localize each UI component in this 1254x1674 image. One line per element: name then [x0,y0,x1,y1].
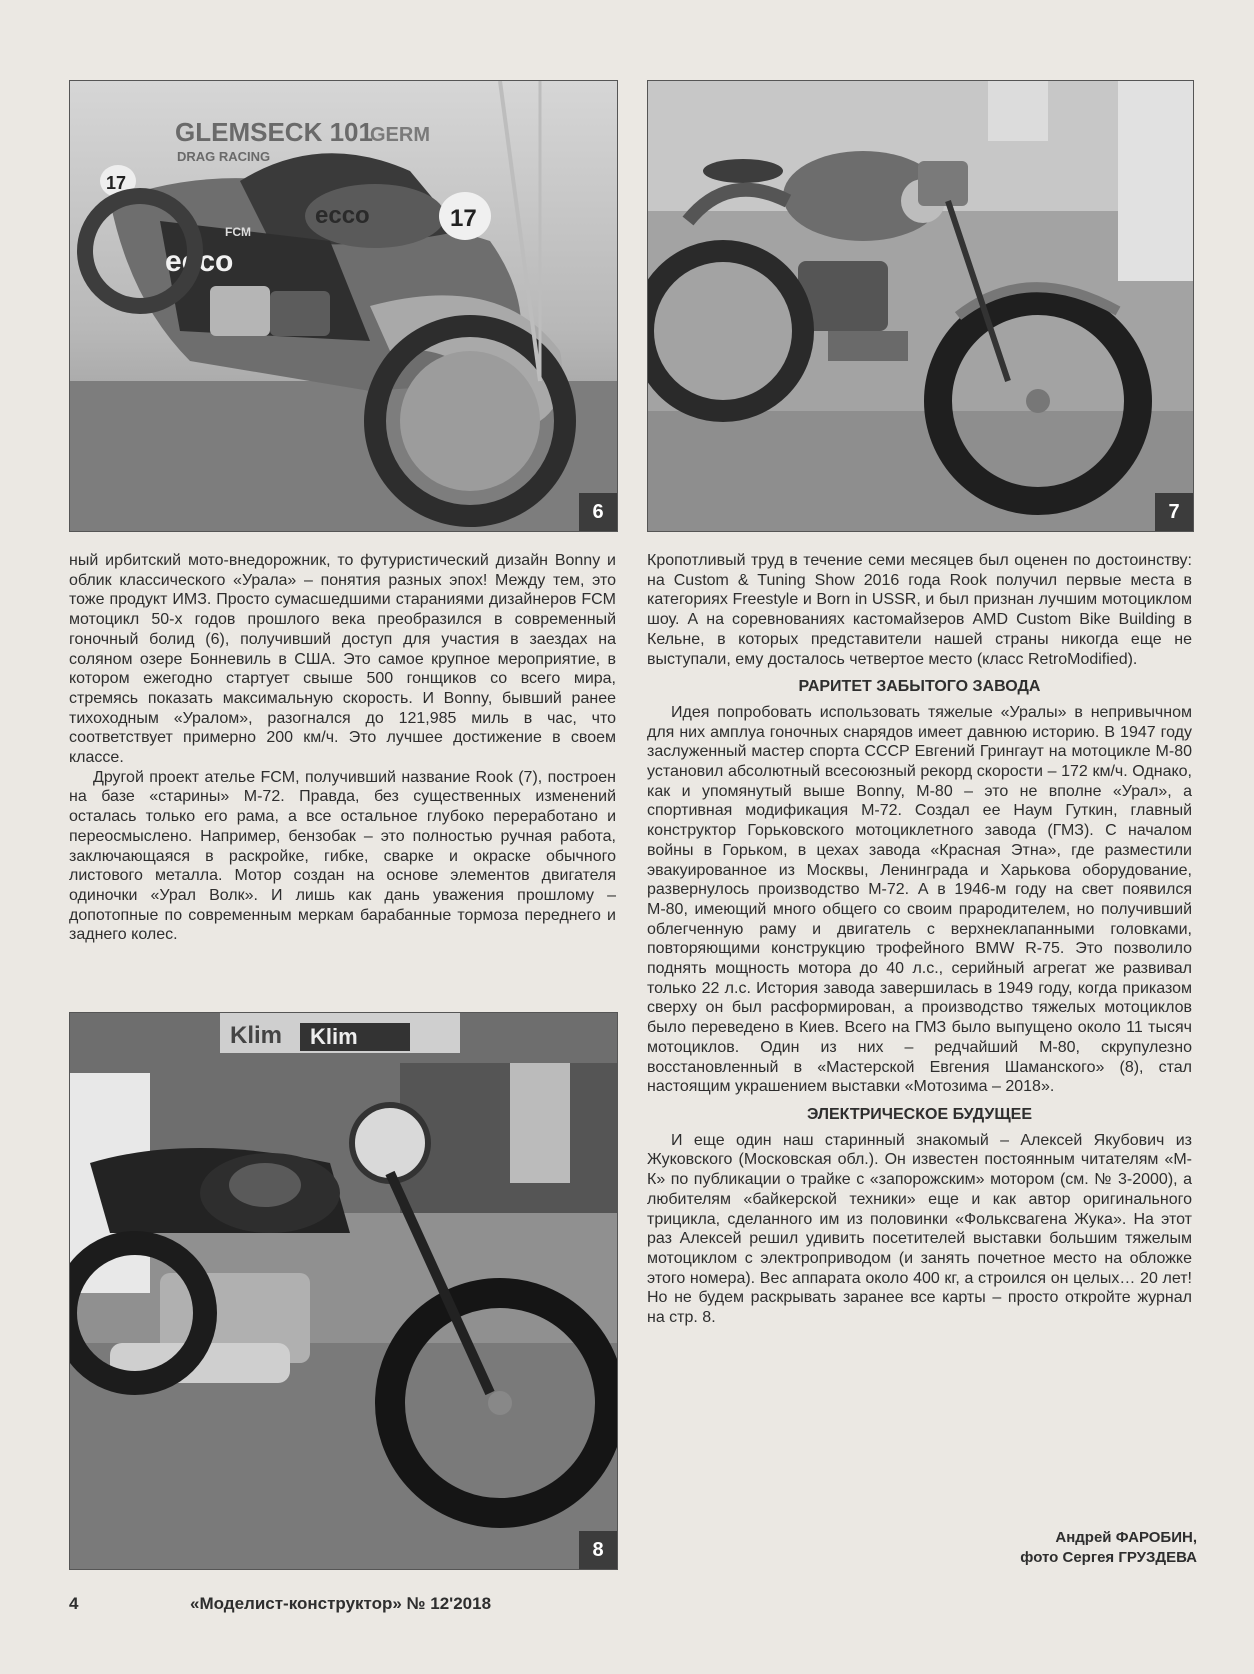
article-signature [1020,1528,1197,1568]
paragraph: Идея попробовать использовать тяжелые «Уралы» в непривычном для них амплуа гоночных снарядов имеет давнюю историю. В 1947 году заслуженный мастер спорта СССР Евгений Грингаут на мотоцикле М-80 установил абсолютный всесоюзный рекорд скорости – 172 км/ч. Однако, как и упомянутый выше Bonny, М-80 – это не вполне «Урал», а спортивная модификация М-72. Создал ее Наум Гуткин, главный конструктор Горьковского мотоциклетного завода (ГМЗ). С началом войны в Горьком, в цехах завода «Красная Этна», где разместили эвакуированное из Москвы, Ленинграда и Харькова оборудование, развернулось производство М-72. А в 1946-м году на свет появился М-80, имеющий много общего со своим прародителем, но получивший облегченную раму и двигатель с верхнеклапанными головками, повторяющими конструкцию трофейного BMW R-75. Это позволило поднять мощность мотора до 40 л.с., серийный агрегат же развивал только 22 л.с. История завода завершилась в 1949 году, когда приказом сверху он был расформирован, а производство тяжелых мотоциклов было переведено в Киев. Всего на ГМЗ было выпущено около 11 тысяч мотоциклов. Один из них – редчайший М-80, скрупулезно восстановленный в «Мастерской Евгения Шаманского» (8), стал настоящим украшением выставки «Мотозима – 2018». [647,703,1192,1096]
drag-racing-sign: DRAG RACING [177,149,271,164]
author-name: Андрей ФАРОБИН, [1055,1529,1197,1546]
photo-credit: фото Сергея ГРУЗДЕВА [1020,1549,1197,1566]
race-number-front: 17 [450,205,477,232]
photo-8 [69,1012,618,1570]
photo-7 [647,80,1194,532]
glemseck-sign: GLEMSECK 101 [175,117,373,147]
paragraph: Кропотливый труд в течение семи месяцев был оценен по достоинству: на Custom & Tuning Show 2016 года Rook получил первые места в категориях Freestyle и Born in USSR, и был признан лучшим мотоциклом шоу. А на соревнованиях кастомайзеров AMD Custom Bike Building в Кельне, в которых представители нашей страны никогда еще не выступали, ему досталось четвертое место (класс RetroModified). [647,552,1192,668]
page-number: 4 [69,1594,79,1613]
m80-motorcycle-image [70,1013,617,1569]
paragraph: И еще один наш старинный знакомый – Алексей Якубович из Жуковского (Московская обл.). Он известен постоянным читателям «М-К» по публикации о трайке с «запорожским» мотором (см. № 3-2000), а любителям «байкерской техники» еще и как автор оригинального трицикла, сделанного им из половинки «Фольксвагена Жука». На этот раз Алексей решил удивить посетителей выставки большим тяжелым мотоциклом с электроприводом (и занять почетное место на обложке этого номера). Вес аппарата около 400 кг, а строился он целых… 20 лет! Но не будем раскрывать заранее все карты – просто откройте журнал на стр. 8. [647,1131,1192,1327]
rook-motorcycle-image [648,81,1193,531]
racing-motorcycle-image [70,81,617,531]
magazine-title: «Моделист-конструктор» № 12'2018 [190,1594,492,1613]
section-heading: ЭЛЕКТРИЧЕСКОЕ БУДУЩЕЕ [806,1105,1032,1123]
klim-sign-left: Klim [230,1022,283,1049]
photo-number-badge: 7 [1155,493,1193,531]
ecco-logo-upper: ecco [315,202,370,229]
paragraph: ный ирбитский мото-внедорожник, то футуристический дизайн Bonny и облик классического «Урала» – понятия разных эпох! Между тем, это тоже продукт ИМЗ. Просто сумасшедшими стараниями дизайнеров FCM мотоцикл 50-х годов прошлого века преобразился в современный гоночный болид (6), получивший доступ для участия в заездах на соляном озере Бонневиль в США. Это самое крупное мероприятие, в котором ежегодно стартует свыше 500 гонщиков со всего мира, стремясь показать максимальную скорость. И Bonny, бывший ранее тихоходным «Уралом», разогнался до 121,985 миль в час, что соответствует примерно 200 км/ч. Это лучшее достижение в своем классе. [69,552,616,767]
ecco-logo-lower: ecco [165,245,234,278]
paragraph: Другой проект ателье FCM, получивший название Rook (7), построен на базе «старины» М-72. Правда, без существенных изменений осталась только его рама, а все остальное глубоко переработано и переосмыслено. Например, бензобак – это полностью ручная работа, заключающаяся в раскройке, гибке, сварке и окраске обычного листового металла. Мотор создан на основе элементов двигателя одиночки «Урал Волк». И лишь как дань уважения прошлому – допотопные по современным меркам барабанные тормоза переднего и заднего колес. [69,768,616,944]
left-column-text [69,551,616,945]
klim-sign-right: Klim [310,1024,358,1049]
right-column-text [647,551,1192,1328]
photo-6 [69,80,618,532]
race-number-rear: 17 [106,173,127,193]
germany-sign: GERM [370,124,430,146]
photo-number-badge: 8 [579,1531,617,1569]
section-heading: РАРИТЕТ ЗАБЫТОГО ЗАВОДА [798,678,1041,696]
fcm-logo: FCM [225,225,251,239]
photo-number-badge: 6 [579,493,617,531]
